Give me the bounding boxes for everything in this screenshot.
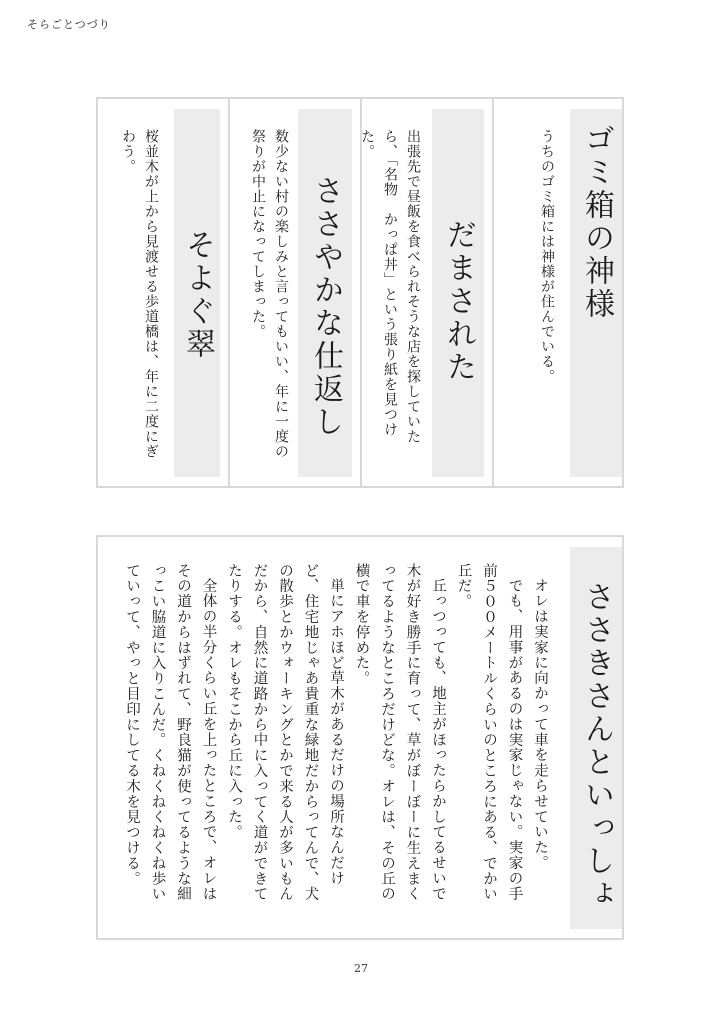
story-paragraph: 単にアホほど草木があるだけの場所なんだけど、住宅地じゃあ貴重な緑地だからってんで、犬の散歩とかウォーキングとかで来る人が多いもんだから、自然に道路から中に入ってく道ができてたりする。オレもそこから丘に入った。 <box>226 563 344 902</box>
panel-title: ゴミ箱の神様 <box>579 123 614 321</box>
panel-title-bar <box>432 109 484 477</box>
panel-title: そよぐ翠 <box>180 229 215 361</box>
story-panel <box>96 535 624 940</box>
panel-text: 出張先で昼飯を食べられそうな店を探していたら、「名物 かっぱ丼」という張り紙を見つけた。 <box>359 129 421 444</box>
panel-text: 数少ない村の楽しみと言ってもいい、年に一度の祭りが中止になってしまった。 <box>250 129 289 459</box>
panel-title-bar <box>174 109 220 477</box>
panel-divider <box>228 99 230 486</box>
story-paragraph: 全体の半分くらい丘を上ったところで、オレはその道からはずれて、野良猫が使ってるような細っこい脇道に入りこんだ。くねくねくねくね歩いていって、やっと目印にしてる木を見つける。 <box>124 563 217 902</box>
panel-title-bar <box>298 109 352 477</box>
story-title-bar <box>570 547 622 929</box>
panel-title: ささやかな仕返し <box>308 175 343 439</box>
series-title: そらごとつづり <box>27 18 111 31</box>
story-paragraph: でも、用事があるのは実家じゃない。実家の手前５００メートルくらいのところにある、でかい丘だ。 <box>455 563 523 902</box>
panel-text: 桜並木が上から見渡せる歩道橋は、年に二度にぎわう。 <box>120 129 159 459</box>
story-title: ささきさんといっしょ <box>579 581 614 911</box>
page-number: 27 <box>354 962 368 975</box>
story-paragraph: オレは実家に向かって車を走らせていた。 <box>532 577 548 871</box>
panel-title: だまされた <box>441 219 476 384</box>
story-body <box>120 563 552 913</box>
panel-title-bar <box>570 109 622 477</box>
panel-text: うちのゴミ箱には神様が住んでいる。 <box>539 129 555 384</box>
short-stories-panel <box>96 97 624 488</box>
panel-divider <box>492 99 494 486</box>
story-paragraph: 丘っつっても、地主がほったらかしてるせいで木が好き勝手に育って、草がぼーぼーに生えまくってるようなところだけどな。オレは、その丘の横で車を停めた。 <box>353 563 446 902</box>
